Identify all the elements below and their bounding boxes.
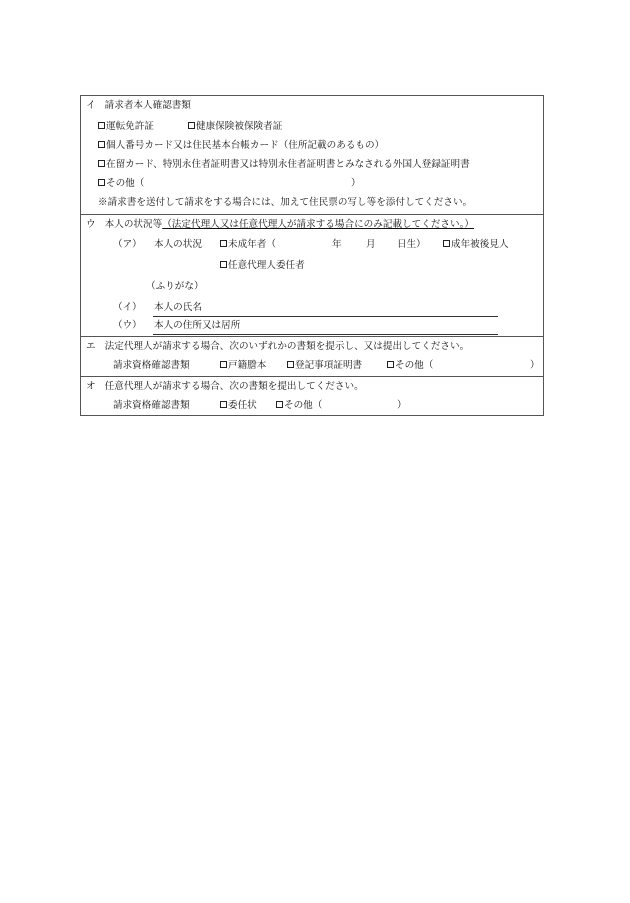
checkbox[interactable] xyxy=(387,361,394,368)
option-my-number-card[interactable] xyxy=(98,140,384,152)
section-i-heading xyxy=(86,100,191,112)
checkbox[interactable] xyxy=(220,401,227,408)
checkbox[interactable] xyxy=(188,122,195,129)
checkbox[interactable] xyxy=(98,141,105,148)
name-marker: （イ） xyxy=(113,302,142,313)
other-i-close: ） xyxy=(351,178,361,189)
other-e-close: ） xyxy=(530,360,540,371)
checkbox[interactable] xyxy=(276,401,283,408)
option-label: 未成年者（ xyxy=(228,239,276,250)
option-minor[interactable] xyxy=(220,239,276,251)
checkbox[interactable] xyxy=(220,261,227,268)
option-label: 成年被後見人 xyxy=(451,239,509,250)
section-i-title: 請求者本人確認書類 xyxy=(104,100,191,111)
option-other-o[interactable] xyxy=(276,400,322,412)
option-label: 登記事項証明書 xyxy=(295,360,363,371)
option-label: 健康保険被保険者証 xyxy=(196,121,283,132)
checkbox[interactable] xyxy=(220,361,227,368)
checkbox[interactable] xyxy=(287,361,294,368)
option-adult-ward[interactable] xyxy=(443,239,509,251)
section-voluntary-agent xyxy=(81,376,543,415)
status-a-marker: （ア） xyxy=(113,239,142,250)
option-label: その他（ xyxy=(395,360,434,371)
option-power-of-attorney[interactable] xyxy=(220,400,257,412)
section-requester-id xyxy=(81,96,543,214)
option-label: その他（ xyxy=(284,400,323,411)
option-health-insurance[interactable] xyxy=(188,121,282,133)
section-o-title: 任意代理人が請求する場合、次の書類を提出してください。 xyxy=(104,381,364,392)
option-family-register[interactable] xyxy=(220,360,266,372)
furigana-label: （ふりがな） xyxy=(146,281,204,292)
section-e-title: 法定代理人が請求する場合、次のいずれかの書類を提示し、又は提出してください。 xyxy=(104,341,470,352)
section-e-label: 請求資格確認書類 xyxy=(113,360,190,371)
section-u-title: 本人の状況等 xyxy=(104,219,163,230)
section-principal-status xyxy=(81,214,543,336)
birth-month-label: 月 xyxy=(366,239,376,250)
checkbox[interactable] xyxy=(98,160,105,167)
address-input-line[interactable] xyxy=(153,334,498,335)
section-e-marker: エ xyxy=(86,341,96,352)
section-o-marker: オ xyxy=(86,381,96,392)
section-u-marker: ウ xyxy=(86,219,96,230)
checkbox[interactable] xyxy=(220,240,227,247)
option-other-e[interactable] xyxy=(387,360,433,372)
option-agent-principal[interactable] xyxy=(220,260,305,272)
option-label: 任意代理人委任者 xyxy=(228,260,305,271)
section-u-heading xyxy=(86,219,474,231)
section-e-heading xyxy=(86,341,469,353)
other-o-close: ） xyxy=(397,400,407,411)
option-label: 運転免許証 xyxy=(106,121,154,132)
option-registry-certificate[interactable] xyxy=(287,360,362,372)
option-residence-card[interactable] xyxy=(98,159,470,171)
section-o-heading xyxy=(86,381,364,393)
section-i-marker: イ xyxy=(86,100,96,111)
option-other-i[interactable] xyxy=(98,178,144,190)
option-label: 戸籍謄本 xyxy=(228,360,267,371)
checkbox[interactable] xyxy=(98,122,105,129)
section-u-title-note: （法定代理人又は任意代理人が請求する場合にのみ記載してください。） xyxy=(162,219,475,230)
address-label: 本人の住所又は居所 xyxy=(154,320,241,331)
birth-day-label: 日生） xyxy=(397,239,426,250)
option-label: 在留カード、特別永住者証明書又は特別永住者証明書とみなされる外国人登録証明書 xyxy=(106,159,470,170)
identity-documents-form xyxy=(80,95,544,416)
checkbox[interactable] xyxy=(98,179,105,186)
section-o-label: 請求資格確認書類 xyxy=(113,400,190,411)
option-label: その他（ xyxy=(106,178,145,189)
section-legal-representative xyxy=(81,336,543,376)
name-input-line[interactable] xyxy=(153,316,498,317)
birth-year-label: 年 xyxy=(332,239,342,250)
option-label: 委任状 xyxy=(228,400,257,411)
name-label: 本人の氏名 xyxy=(154,302,202,313)
mail-request-note: ※請求書を送付して請求をする場合には、加えて住民票の写し等を添付してください。 xyxy=(98,197,473,208)
checkbox[interactable] xyxy=(443,240,450,247)
option-label: 個人番号カード又は住民基本台帳カード（住所記載のあるもの） xyxy=(106,140,385,151)
status-a-label: 本人の状況 xyxy=(154,239,202,250)
option-drivers-license[interactable] xyxy=(98,121,154,133)
address-marker: （ウ） xyxy=(113,320,142,331)
